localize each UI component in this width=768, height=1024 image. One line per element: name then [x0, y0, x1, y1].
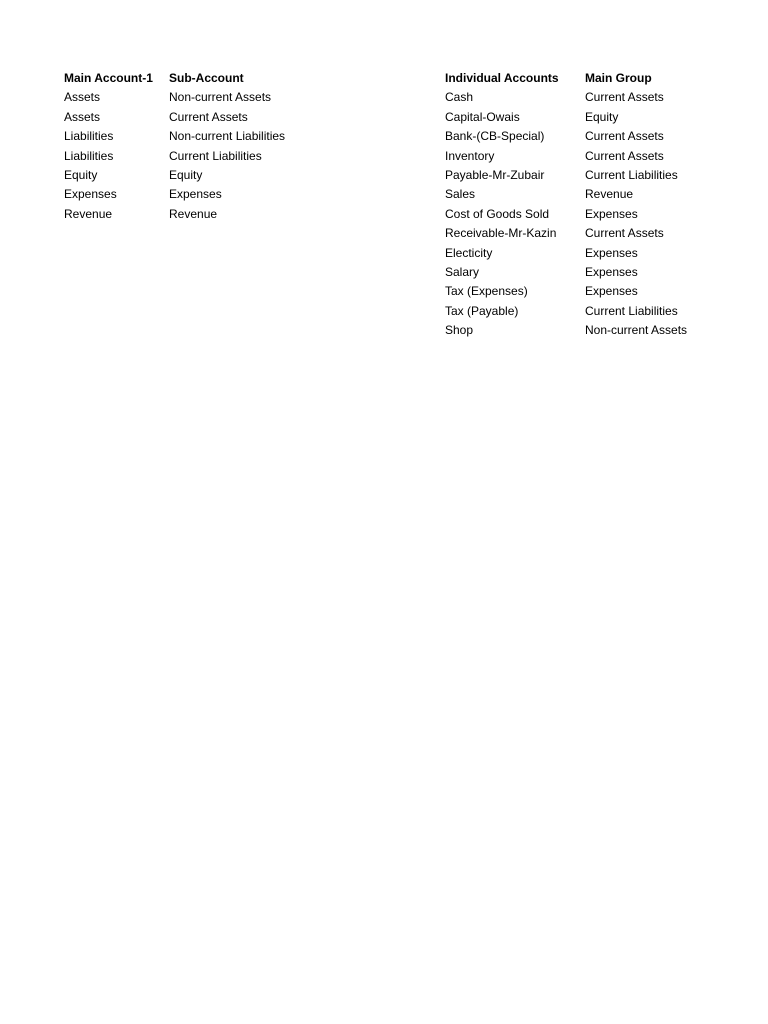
- individual-accounts-table: [445, 69, 745, 340]
- table-row: [445, 321, 745, 340]
- table-row: [445, 205, 745, 224]
- sub-account-cell: Equity: [169, 167, 203, 182]
- sub-account-cell: Non-current Liabilities: [169, 129, 286, 144]
- main-group-cell: Current Assets: [585, 226, 664, 241]
- individual-account-cell: Cost of Goods Sold: [445, 206, 550, 221]
- individual-account-cell: Payable-Mr-Zubair: [445, 167, 545, 182]
- table-row: [64, 205, 329, 224]
- header-main-group: Main Group: [585, 71, 652, 85]
- table-row: [64, 88, 329, 107]
- individual-account-cell: Tax (Expenses): [445, 284, 528, 299]
- table-row: [445, 88, 745, 107]
- main-account-cell: Equity: [64, 167, 98, 182]
- individual-account-cell: Shop: [445, 323, 474, 338]
- header-individual-accounts: Individual Accounts: [445, 71, 559, 85]
- sub-account-cell: Current Assets: [169, 109, 248, 124]
- sub-account-cell: Expenses: [169, 187, 222, 202]
- sub-account-cell: Non-current Assets: [169, 90, 272, 105]
- individual-account-cell: Capital-Owais: [445, 109, 520, 124]
- main-group-cell: Current Assets: [585, 129, 664, 144]
- main-account-cell: Liabilities: [64, 148, 114, 163]
- table-row: [445, 263, 745, 282]
- table-row: [445, 302, 745, 321]
- main-group-cell: Expenses: [585, 264, 638, 279]
- table-row: [64, 166, 329, 185]
- individual-accounts-rows: [445, 88, 745, 340]
- individual-account-cell: Receivable-Mr-Kazin: [445, 226, 557, 241]
- main-group-cell: Current Assets: [585, 90, 664, 105]
- individual-account-cell: Sales: [445, 187, 476, 202]
- table-row: [64, 147, 329, 166]
- individual-account-cell: Bank-(CB-Special): [445, 129, 545, 144]
- account-hierarchy-table: [64, 69, 329, 224]
- main-group-cell: Revenue: [585, 187, 634, 202]
- table-row: [445, 282, 745, 301]
- individual-account-cell: Tax (Payable): [445, 303, 519, 318]
- individual-account-cell: Inventory: [445, 148, 495, 163]
- main-group-cell: Current Assets: [585, 148, 664, 163]
- table-row: [445, 244, 745, 263]
- header-sub-account: Sub-Account: [169, 71, 244, 85]
- table-header-row: [64, 69, 329, 88]
- main-account-cell: Assets: [64, 90, 101, 105]
- table-row: [445, 224, 745, 243]
- individual-account-cell: Cash: [445, 90, 474, 105]
- main-group-cell: Current Liabilities: [585, 303, 678, 318]
- table-row: [445, 127, 745, 146]
- main-group-cell: Expenses: [585, 206, 638, 221]
- table-header-row: [445, 69, 745, 88]
- table-row: [445, 166, 745, 185]
- main-group-cell: Expenses: [585, 245, 638, 260]
- main-group-cell: Current Liabilities: [585, 167, 678, 182]
- individual-account-cell: Electicity: [445, 245, 493, 260]
- main-account-cell: Expenses: [64, 187, 117, 202]
- table-row: [64, 185, 329, 204]
- sub-account-cell: Current Liabilities: [169, 148, 262, 163]
- sub-account-cell: Revenue: [169, 206, 218, 221]
- main-group-cell: Equity: [585, 109, 619, 124]
- account-hierarchy-rows: [64, 88, 329, 224]
- main-account-cell: Liabilities: [64, 129, 114, 144]
- individual-account-cell: Salary: [445, 264, 480, 279]
- main-account-cell: Assets: [64, 109, 101, 124]
- table-row: [64, 108, 329, 127]
- table-row: [445, 108, 745, 127]
- main-group-cell: Expenses: [585, 284, 638, 299]
- table-row: [64, 127, 329, 146]
- main-account-cell: Revenue: [64, 206, 113, 221]
- main-group-cell: Non-current Assets: [585, 323, 688, 338]
- header-main-account: Main Account-1: [64, 71, 153, 85]
- table-row: [445, 185, 745, 204]
- table-row: [445, 147, 745, 166]
